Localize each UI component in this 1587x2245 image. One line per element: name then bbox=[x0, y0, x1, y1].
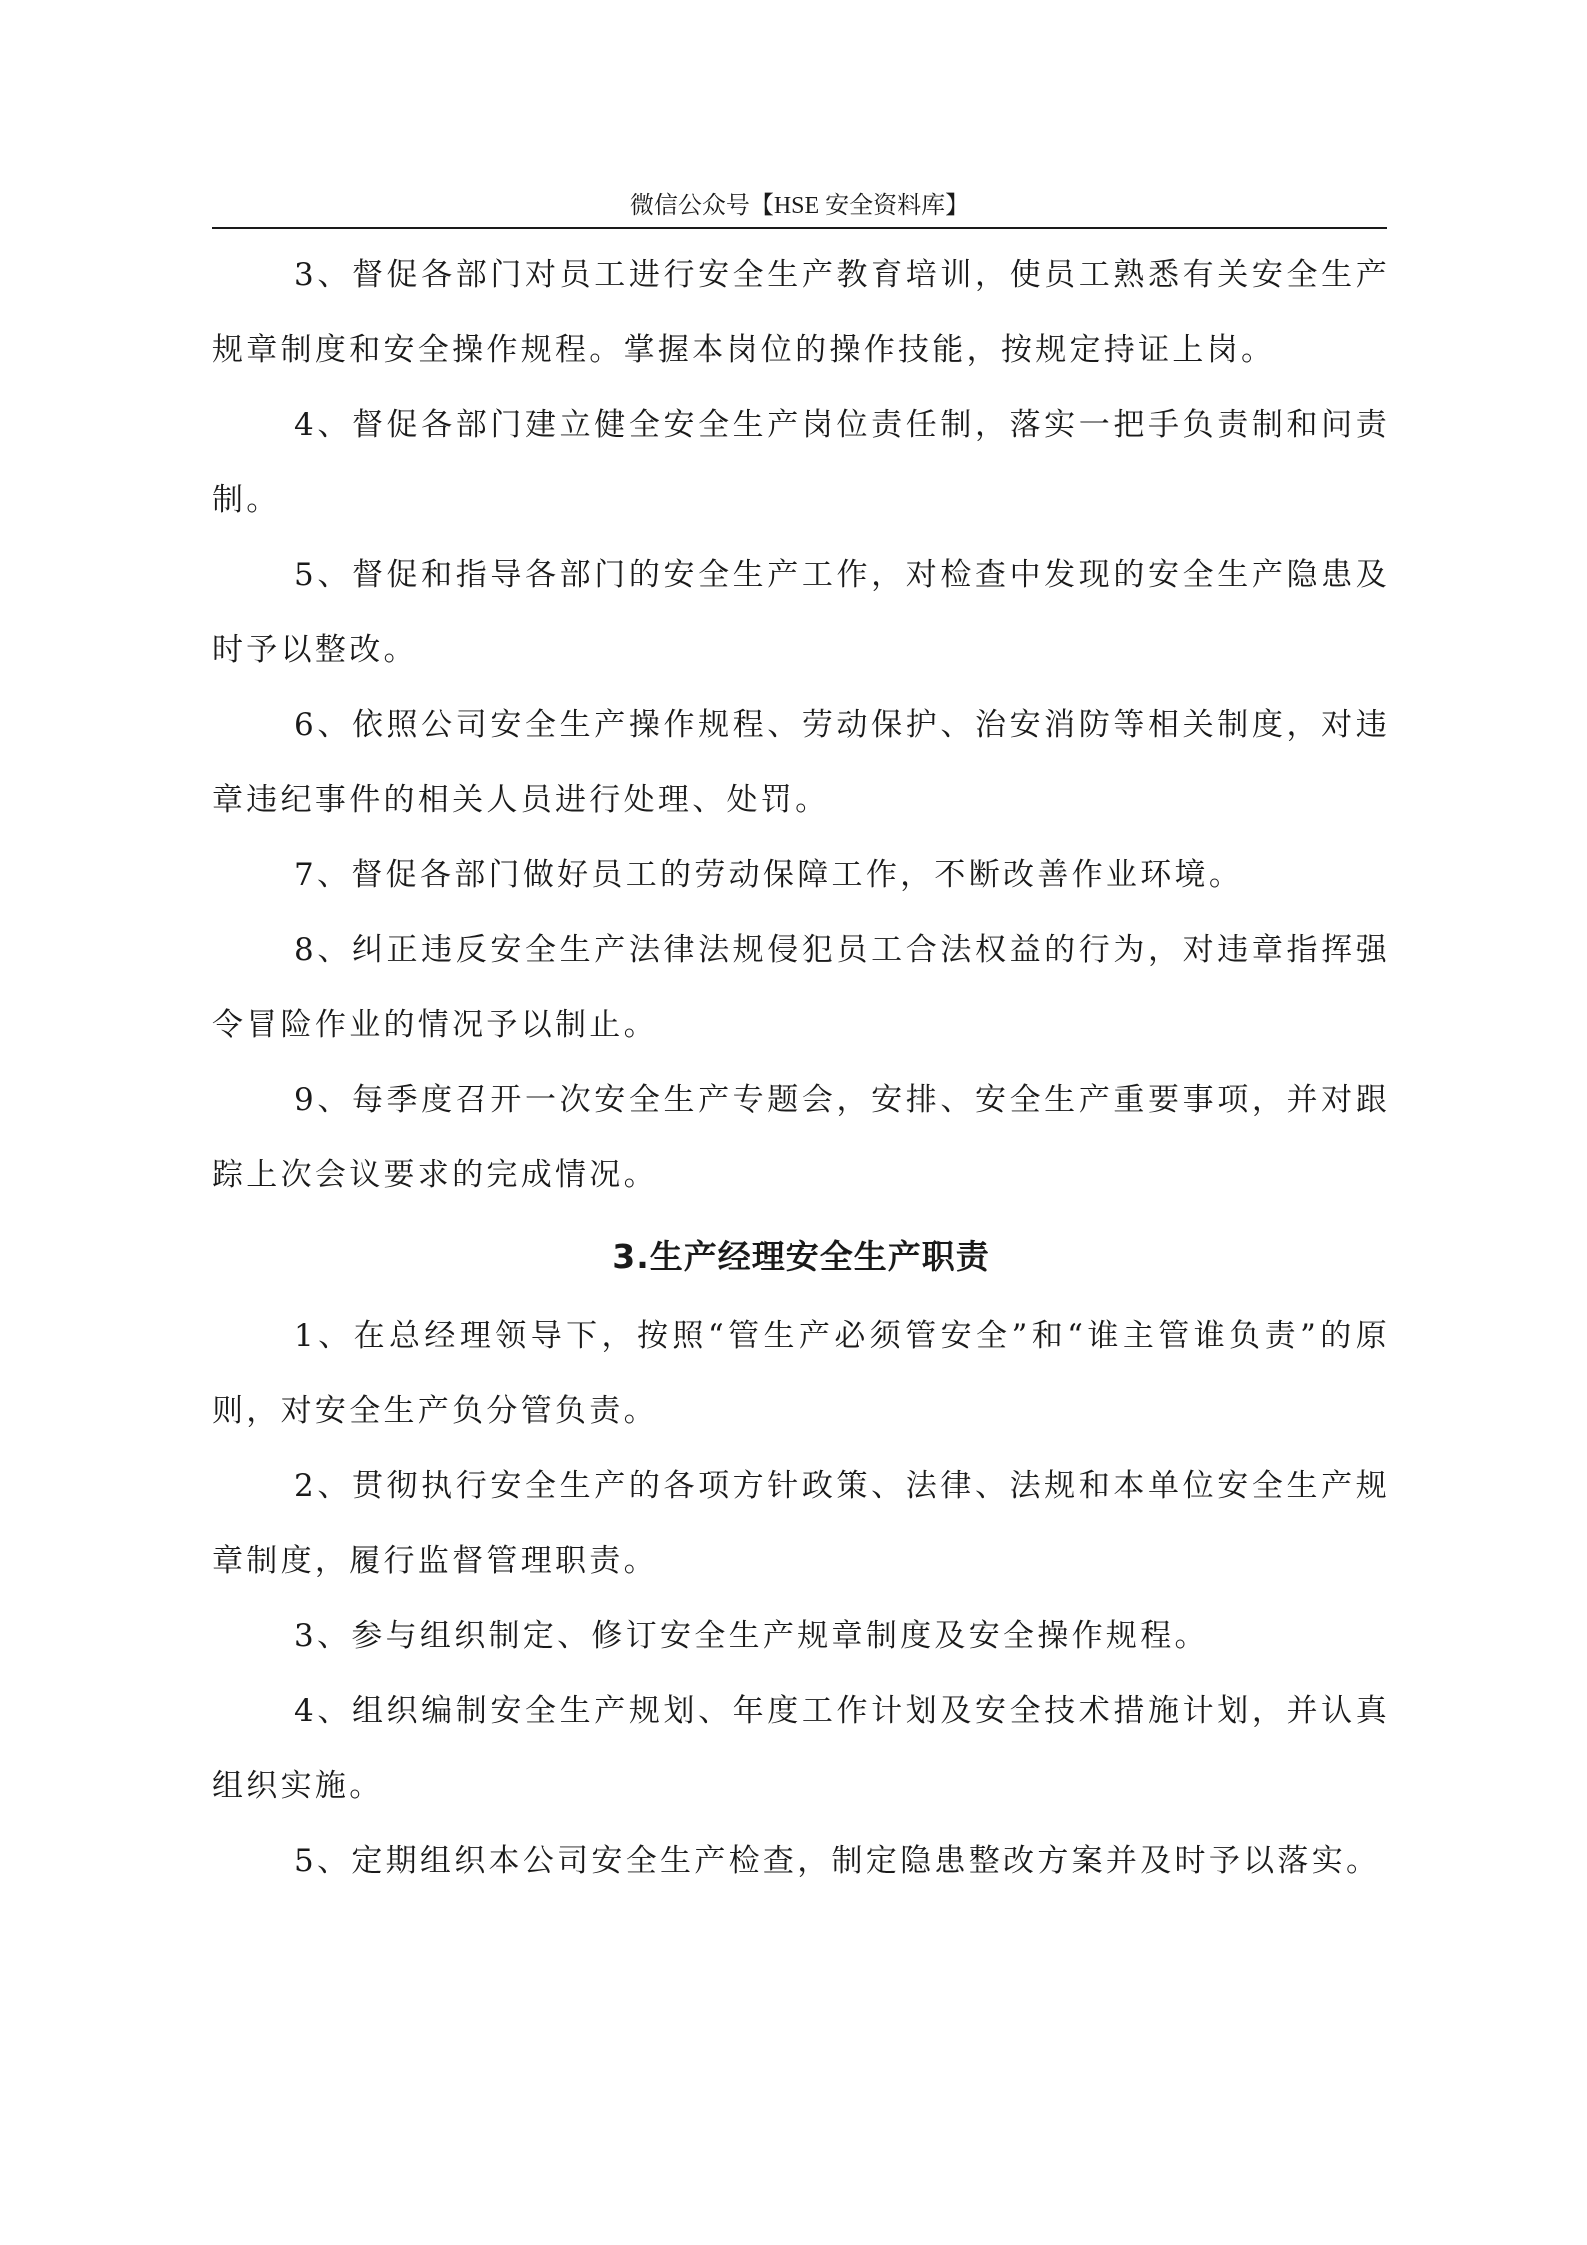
paragraph-item-7: 7、督促各部门做好员工的劳动保障工作，不断改善作业环境。 bbox=[294, 857, 1244, 893]
header-divider bbox=[212, 227, 1387, 229]
duty-item-4: 4、组织编制安全生产规划、年度工作计划及安全技术措施计划，并认真组织实施。 bbox=[212, 1693, 1390, 1804]
paragraph-item-9: 9、每季度召开一次安全生产专题会，安排、安全生产重要事项，并对跟踪上次会议要求的完成情况。 bbox=[212, 1082, 1390, 1193]
duty-item-5: 5、定期组织本公司安全生产检查，制定隐患整改方案并及时予以落实。 bbox=[294, 1843, 1381, 1879]
page-header: 微信公众号【HSE 安全资料库】 bbox=[629, 193, 970, 219]
duty-item-2: 2、贯彻执行安全生产的各项方针政策、法律、法规和本单位安全生产规章制度，履行监督管理职责。 bbox=[212, 1468, 1390, 1579]
duty-item-3: 3、参与组织制定、修订安全生产规章制度及安全操作规程。 bbox=[294, 1618, 1209, 1654]
paragraph-item-6: 6、依照公司安全生产操作规程、劳动保护、治安消防等相关制度，对违章违纪事件的相关人员进行处理、处罚。 bbox=[212, 707, 1390, 818]
section-heading: 3.生产经理安全生产职责 bbox=[612, 1237, 990, 1276]
duty-item-1: 1、在总经理领导下，按照“管生产必须管安全”和“谁主管谁负责”的原则，对安全生产负分管负责。 bbox=[212, 1318, 1390, 1429]
paragraph-item-3: 3、督促各部门对员工进行安全生产教育培训，使员工熟悉有关安全生产规章制度和安全操作规程。掌握本岗位的操作技能，按规定持证上岗。 bbox=[212, 257, 1390, 368]
paragraph-item-5: 5、督促和指导各部门的安全生产工作，对检查中发现的安全生产隐患及时予以整改。 bbox=[212, 557, 1390, 668]
paragraph-item-4: 4、督促各部门建立健全安全生产岗位责任制，落实一把手负责制和问责制。 bbox=[212, 407, 1390, 518]
document-body bbox=[212, 238, 1390, 1899]
paragraph-item-8: 8、纠正违反安全生产法律法规侵犯员工合法权益的行为，对违章指挥强令冒险作业的情况予以制止。 bbox=[212, 932, 1390, 1043]
